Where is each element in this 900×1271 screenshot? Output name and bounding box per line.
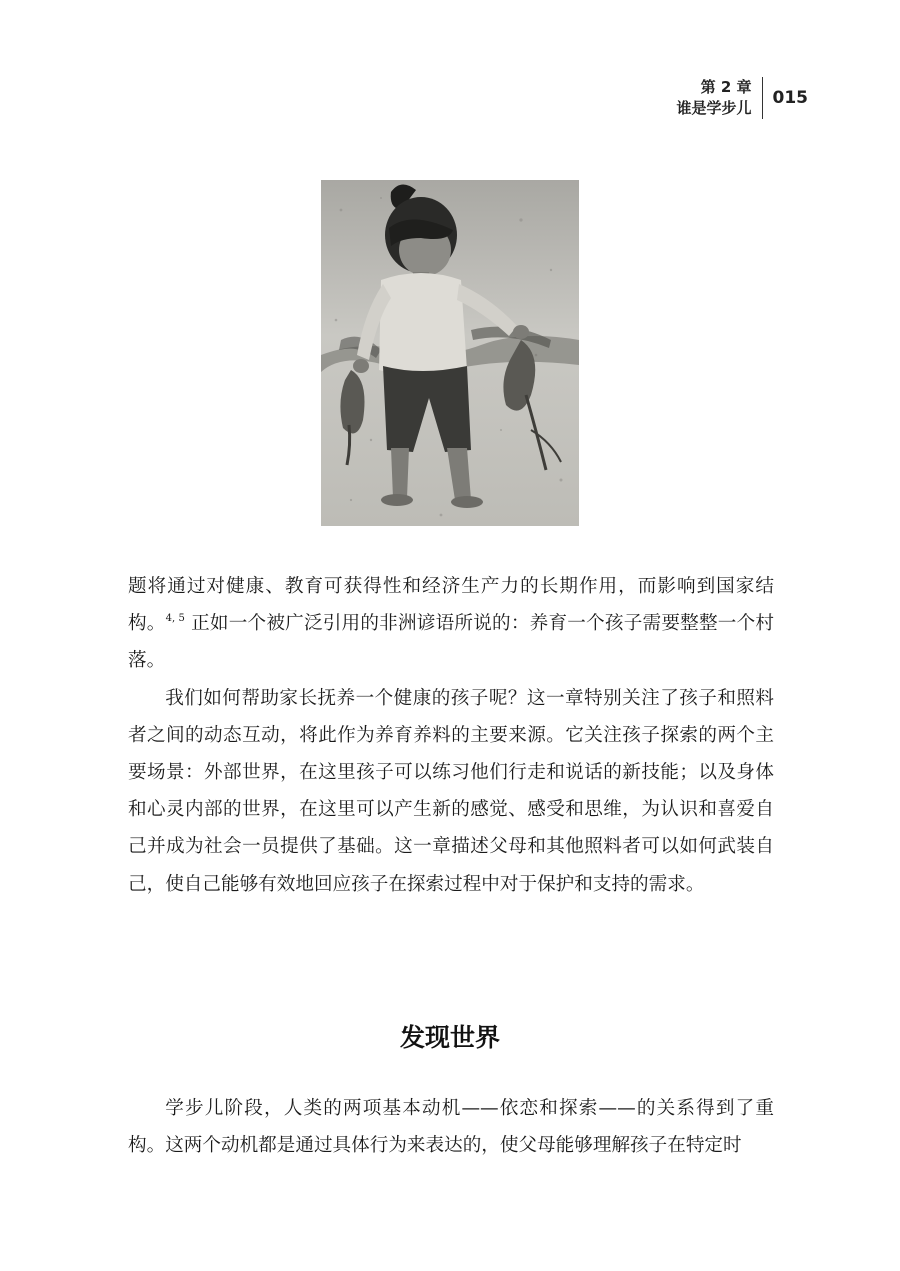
- section-heading: 发现世界: [399, 1023, 500, 1052]
- running-header: [676, 77, 808, 119]
- page-number: 015: [772, 88, 808, 108]
- toddler-beach-photo: [321, 180, 579, 526]
- reference-superscript: 4, 5: [165, 613, 185, 625]
- paragraph-continued: [128, 568, 774, 680]
- chapter-info: [676, 77, 761, 119]
- paragraph: 学步儿阶段，人类的两项基本动机——依恋和探索——的关系得到了重构。这两个动机都是通过具体行为来表达的，使父母能够理解孩子在特定时: [128, 1098, 774, 1157]
- paragraph: 我们如何帮助家长抚养一个健康的孩子呢？这一章特别关注了孩子和照料者之间的动态互动，将此作为养育养料的主要来源。它关注孩子探索的两个主要场景：外部世界，在这里孩子可以练习他们行走和说话的新技能；以及身体和心灵内部的世界，在这里可以产生新的感觉、感受和思维，为认识和喜爱自己并成为社会一员提供了基础。这一章描述父母和其他照料者可以如何武装自己，使自己能够有效地回应孩子在探索过程中对于保护和支持的需求。: [128, 687, 774, 895]
- chapter-label: 第 2 章: [700, 78, 752, 96]
- body-text: [128, 568, 774, 903]
- photo-illustration: [321, 180, 579, 526]
- section-body-text: [128, 1090, 774, 1164]
- paragraph-text: 题将通过对健康、教育可获得性和经济生产力的长期作用，而影响到国家结构。: [128, 576, 774, 635]
- chapter-title: 谁是学步儿: [676, 99, 752, 117]
- paragraph-text-cont: 正如一个被广泛引用的非洲谚语所说的：养育一个孩子需要整整一个村落。: [128, 613, 774, 672]
